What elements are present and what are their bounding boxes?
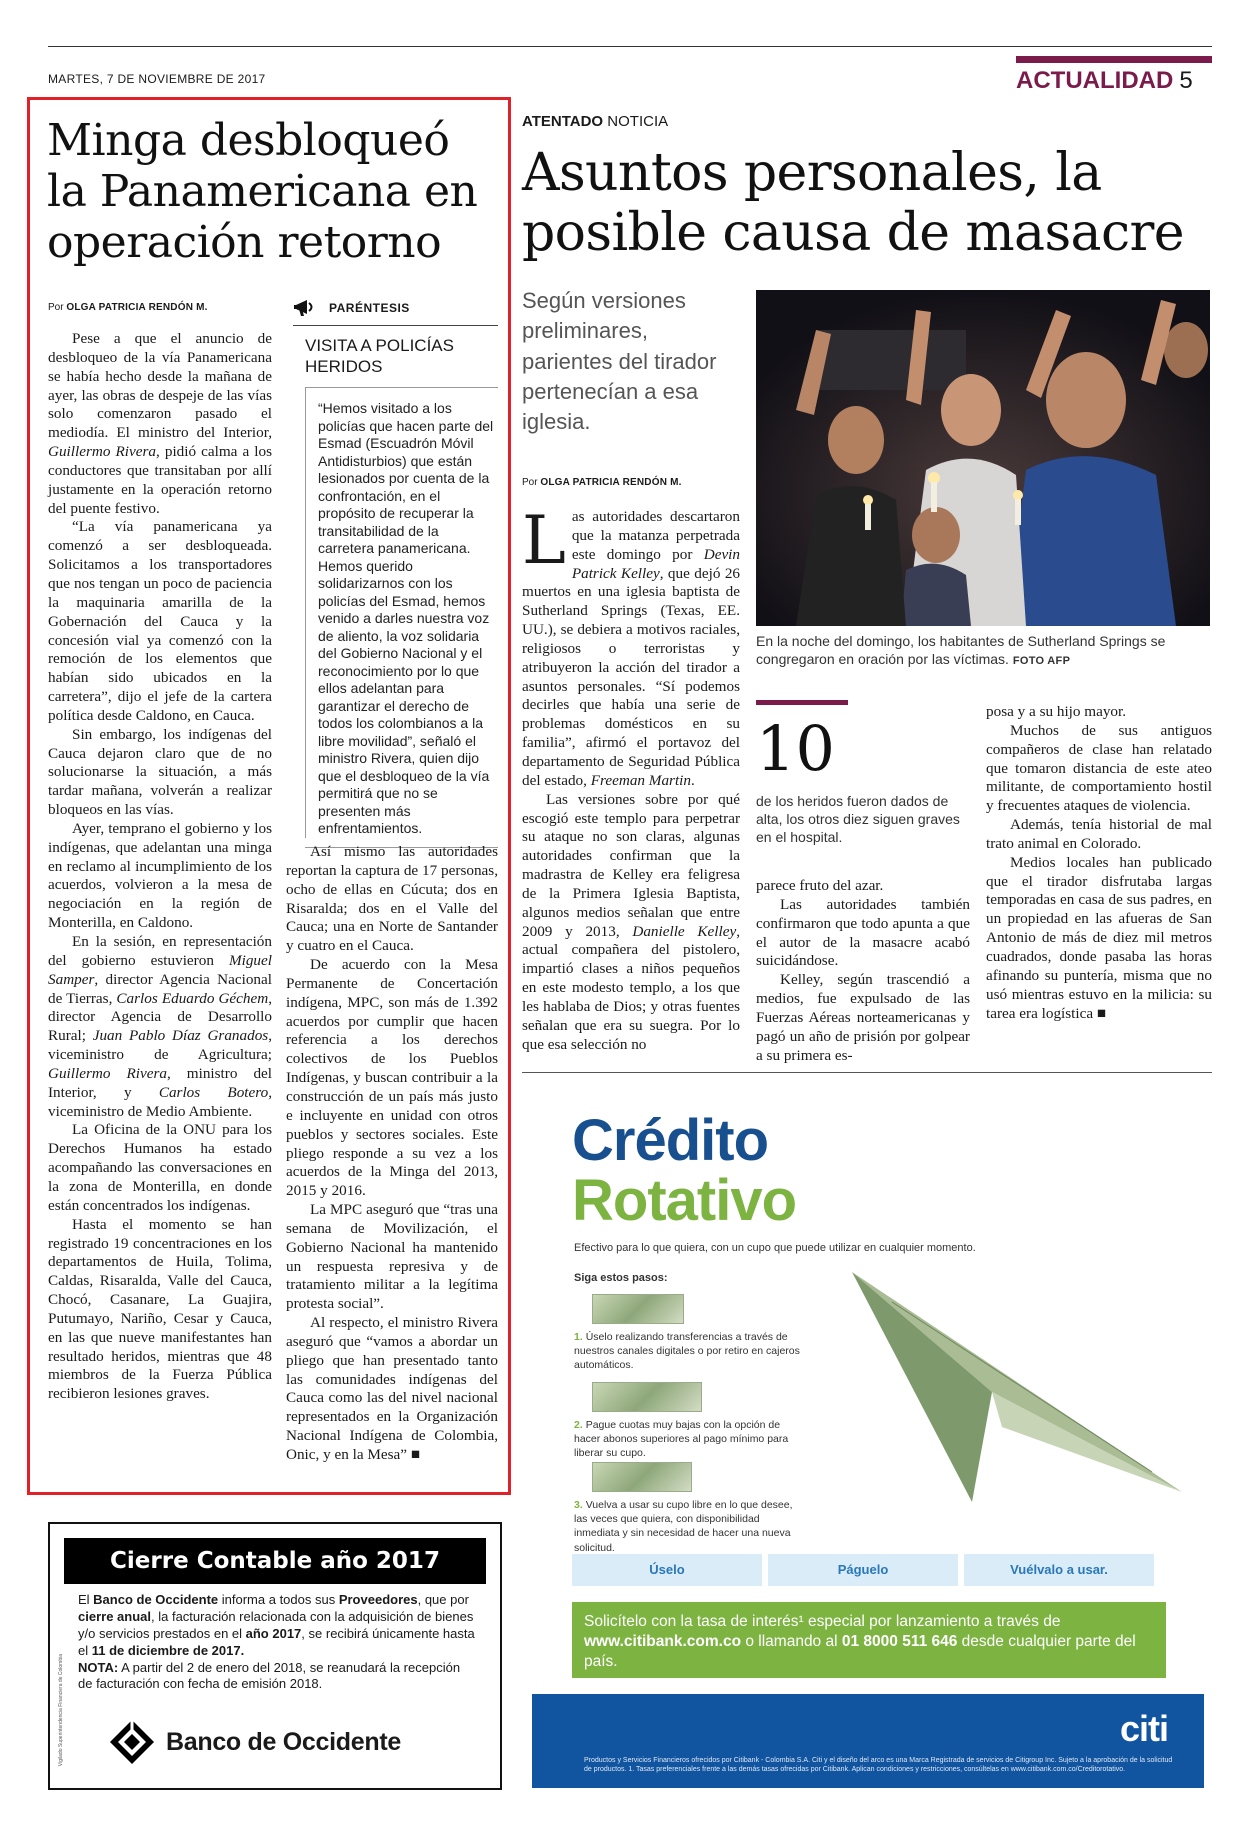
step-1-text: Úselo realizando transferencias a través de nuestros canales digitales o por retiro en cajeros automáticos. (574, 1331, 800, 1372)
issue-date: MARTES, 7 DE NOVIEMBRE DE 2017 (48, 72, 266, 86)
ad-subtitle: Efectivo para lo que quiera, con un cupo que puede utilizar en cualquier momento. (574, 1242, 976, 1254)
left-article-col2: Así mismo las autoridades reportan la captura de 17 personas, ocho de ellas en Cúcuta; dos en Risaralda; dos en el Valle del Cauca; una en Norte de Santander y cuatro en el Cauca. De acuerdo con la Mesa Permanente de Concertación indígena, MPC, son más de 1.392 acuerdos por cumplir que hacen referencia a los derechos colectivos de los Pueblos Indígenas, y buscan contribuir a la construcción de un país más justo e incluyente en unidad con otros pueblos y sectores sociales. Este pliego responde a su vez a los acuerdos de la Minga del 2013, 2015 y 2016. La MPC aseguró que “tras una semana de Movilización, el Gobierno Nacional ha mantenido un respuesta represiva y de tratamiento militar a la legítima protesta social”. Al respecto, el ministro Rivera aseguró que “vamos a abordar un pliego que han presentado tanto las comunidades indígenas del Cauca como las del nivel nacional representados en la Organización Nacional Indígena de Colombia, Onic, y en la Mesa” ■ (286, 843, 498, 1463)
step-3 (574, 1498, 804, 1555)
aside-header (293, 297, 498, 326)
photo-caption (756, 632, 1210, 668)
megaphone-icon (293, 297, 319, 319)
citi-legal-text: Productos y Servicios Financieros ofrecidos por Citibank - Colombia S.A. Citi y el diseño del arco es una Marca Registrada de servicios de Citigroup Inc. Sujeto a la aprobación de la solicitud de productos. 1. Tasas preferenciales frente a las demás tasas ofrecidas por Citibank. Aplican condiciones y restricciones, consúltelas en www.citibank.com.co/Creditorotativo. (584, 1757, 1173, 1774)
left-byline-name: OLGA PATRICIA RENDÓN M. (66, 302, 208, 313)
vuelvalo-button: Vuélvalo a usar. (964, 1554, 1154, 1586)
article-photo (756, 290, 1210, 626)
right-article-col2: parece fruto del azar. Las autoridades también confirmaron que todo apunta a que el autor de la masacre acabó suicidándose. Kelley, según trascendió a medios, fue expulsado de las Fuerzas Aéreas norteamericanas y pagó un año de prisión por golpear a su primera es- (756, 877, 970, 1064)
page-number: 5 (1179, 67, 1193, 94)
step-3-text: Vuelva a usar su cupo libre en lo que desee, las veces que quiera, con disponibilidad inmediata y sin necesidad de hacer una nueva solicitud. (574, 1499, 793, 1554)
section-tag (1016, 56, 1212, 95)
stat-number: 10 (756, 712, 835, 785)
section-divider (522, 1072, 1212, 1073)
stat-rule (756, 700, 848, 705)
step-1 (574, 1330, 804, 1373)
ad-title-line1: Crédito (572, 1108, 768, 1173)
steps-heading: Siga estos pasos: (574, 1272, 668, 1284)
paguelo-button: Páguelo (768, 1554, 958, 1586)
drop-cap: L (522, 502, 566, 579)
right-article-col3: posa y a su hijo mayor. Muchos de sus antiguos compañeros de clase han relatado que tomaron distancia de este ateo militante, de comportamiento hostil y frecuentes ataques de violencia. Además, tenía historial de mal trato animal en Colorado. Medios locales han publicado que el tirador disfrutaba largas temporadas en casa de sus padres, en un propiedad en las afueras de San Antonio de más de diez mil metros cuadrados, donde pasaba las horas afinando su puntería, misma que no usó mientras estuvo en la milicia: su tarea era logística ■ (986, 703, 1212, 1022)
bank-logo-icon (108, 1718, 156, 1766)
left-article-headline: Minga desbloqueó la Panamericana en operación retorno (47, 115, 478, 269)
left-byline-prefix: Por (48, 302, 64, 313)
step-2 (574, 1418, 804, 1461)
aside-label: PARÉNTESIS (329, 301, 410, 315)
right-byline-name: OLGA PATRICIA RENDÓN M. (540, 477, 682, 488)
photo-credit: FOTO AFP (1012, 655, 1071, 668)
bill-image-2 (592, 1382, 702, 1412)
step-1-num: 1. (574, 1331, 583, 1343)
kicker-bold: ATENTADO (522, 113, 604, 130)
aside-body: “Hemos visitado a los policías que hacen parte del Esmad (Escuadrón Móvil Antidisturbios) que están lesionados por cuenta de la confrontación, en el propósito de recuperar la transitabilidad de la carretera panamericana. Hemos querido solidarizarnos con los policías del Esmad, hemos venido a darles nuestra voz de aliento, la voz solidaria del Gobierno Nacional y el reconocimiento por lo que ellos adelantan para garantizar el derecho de todos los colombianos a la libre movilidad”, señaló el ministro Rivera, quien dijo que el desbloqueo de la vía permitirá que no se presenten más enfrentamientos. (305, 387, 498, 838)
step-3-num: 3. (574, 1499, 583, 1511)
right-byline-prefix: Por (522, 477, 538, 488)
vigil-photo-illustration (756, 290, 1210, 626)
caption-text: En la noche del domingo, los habitantes de Sutherland Springs se congregaron en oración por las víctimas. (756, 633, 1166, 668)
credito-rotativo-ad (522, 1082, 1212, 1798)
aside-title: VISITA A POLICÍAS HERIDOS (305, 336, 454, 376)
stat-text: de los heridos fueron dados de alta, los otros diez siguen graves en el hospital. (756, 793, 960, 846)
banco-occidente-logo (108, 1718, 401, 1766)
left-byline (48, 302, 208, 313)
ad-left-legal: Vigilado Superintendencia Financiera de Colombia (58, 1653, 64, 1766)
right-kicker (522, 113, 668, 130)
ad-left-title: Cierre Contable año 2017 (64, 1538, 486, 1584)
uselo-button: Úselo (572, 1554, 762, 1586)
bill-image-3 (592, 1462, 692, 1492)
right-article-headline: Asuntos personales, la posible causa de masacre (522, 143, 1184, 264)
banco-occidente-ad (48, 1522, 502, 1790)
bank-name: Banco de Occidente (166, 1727, 401, 1756)
right-summary: Según versiones preliminares, parientes del tirador pertenecían a esa iglesia. (522, 288, 717, 435)
section-name: ACTUALIDAD (1016, 67, 1174, 94)
citi-logo: citi (1119, 1708, 1168, 1749)
bill-image-1 (592, 1294, 684, 1324)
paper-plane-icon (852, 1242, 1182, 1532)
right-byline (522, 477, 682, 488)
right-article-col1: Las autoridades descartaron que la matanza perpetrada este domingo por Devin Patrick Kelley, que dejó 26 muertos en una iglesia baptista de Sutherland Springs (Texas, EE. UU.), se debiera a motivos raciales, religiosos o terroristas y atribuyeron la acción del tirador a asuntos personales. “Sí podemos decirles que había una serie de problemas domésticos en su familia”, afirmó el portavoz del departamento de Seguridad Pública del estado, Freeman Martin. Las versiones sobre por qué escogió este templo para perpetrar su ataque no son claras, algunas autoridades confirman que la madrastra de Kelley era feligresa de la Primera Iglesia Baptista, algunos medios señalan que entre 2009 y 2013, Danielle Kelley, actual compañera del pistolero, impartió clases a niños pequeños en este modesto templo, a los que les hablaba de Dios; y otras fuentes señalan que era su suegra. Por lo que esa selección no (522, 502, 741, 1053)
ad-left-body: El Banco de Occidente informa a todos sus Proveedores, que por cierre anual, la facturación relacionada con la adquisición de bienes y/o servicios prestados en el año 2017, se recibirá únicamente hasta el 11 de diciembre de 2017. NOTA: A partir del 2 de enero del 2018, se reanudará la recepción de facturación con fecha de emisión 2018. (78, 1592, 475, 1692)
ad-title-line2: Rotativo (572, 1168, 796, 1233)
citi-footer (532, 1694, 1204, 1788)
parentesis-box (293, 297, 498, 848)
step-2-text: Pague cuotas muy bajas con la opción de hacer abonos superiores al pago mínimo para liberar su cupo. (574, 1419, 789, 1460)
ad-offer-banner: Solicítelo con la tasa de interés¹ especial por lanzamiento a través de www.citibank.com.co o llamando al 01 8000 511 646 desde cualquier parte del país. (572, 1602, 1166, 1678)
step-2-num: 2. (574, 1419, 583, 1431)
left-article-col1: Pese a que el anuncio de desbloqueo de la vía Panamericana se había hecho desde la mañana de ayer, las obras de despeje de las vías solo comenzaron pasado el mediodía. El ministro del Interior, Guillermo Rivera, pidió calma a los conductores que transitaban por allí justamente en la operación retorno del puente festivo. “La vía panamericana ya comenzó a ser desbloqueada. Solicitamos a los transportadores que nos tengan un poco de paciencia la maquinaria amarilla de la Gobernación del Cauca y la concesión vial ya comenzó con la remoción de los elementos que habían sido ubicados en la carretera”, dijo el jefe de la cartera política desde Caldono, en Cauca. Sin embargo, los indígenas del Cauca dejaron claro que de no solucionarse la situación, a más tardar mañana, volverán a realizar bloqueos en las vías. Ayer, temprano el gobierno y los indígenas, que adelantan una minga en reclamo al incumplimiento de los acuerdos, volvieron a la mesa de negociación en la región de Monterilla, en Caldono. En la sesión, en representación del gobierno estuvieron Miguel Samper, director Agencia Nacional de Tierras, Carlos Eduardo Géchem, director Agencia de Desarrollo Rural; Juan Pablo Díaz Granados, viceministro de Agricultura; Guillermo Rivera, ministro del Interior, y Carlos Botero, viceministro de Medio Ambiente. La Oficina de la ONU para los Derechos Humanos ha estado acompañando las conversaciones en la zona de Monterilla, en donde están concentrados los indígenas. Hasta el momento se han registrado 19 concentraciones en los departamentos de Huila, Tolima, Caldas, Risaralda, Valle del Cauca, Chocó, Casanare, La Guajira, Putumayo, Nariño, Cesar y Cauca, en las que nueve manifestantes han resultado heridos, mientras que 48 miembros de la Fuerza Pública recibieron lesiones graves. (48, 330, 273, 1403)
kicker-text: NOTICIA (607, 113, 669, 130)
header-rule (48, 46, 1212, 47)
